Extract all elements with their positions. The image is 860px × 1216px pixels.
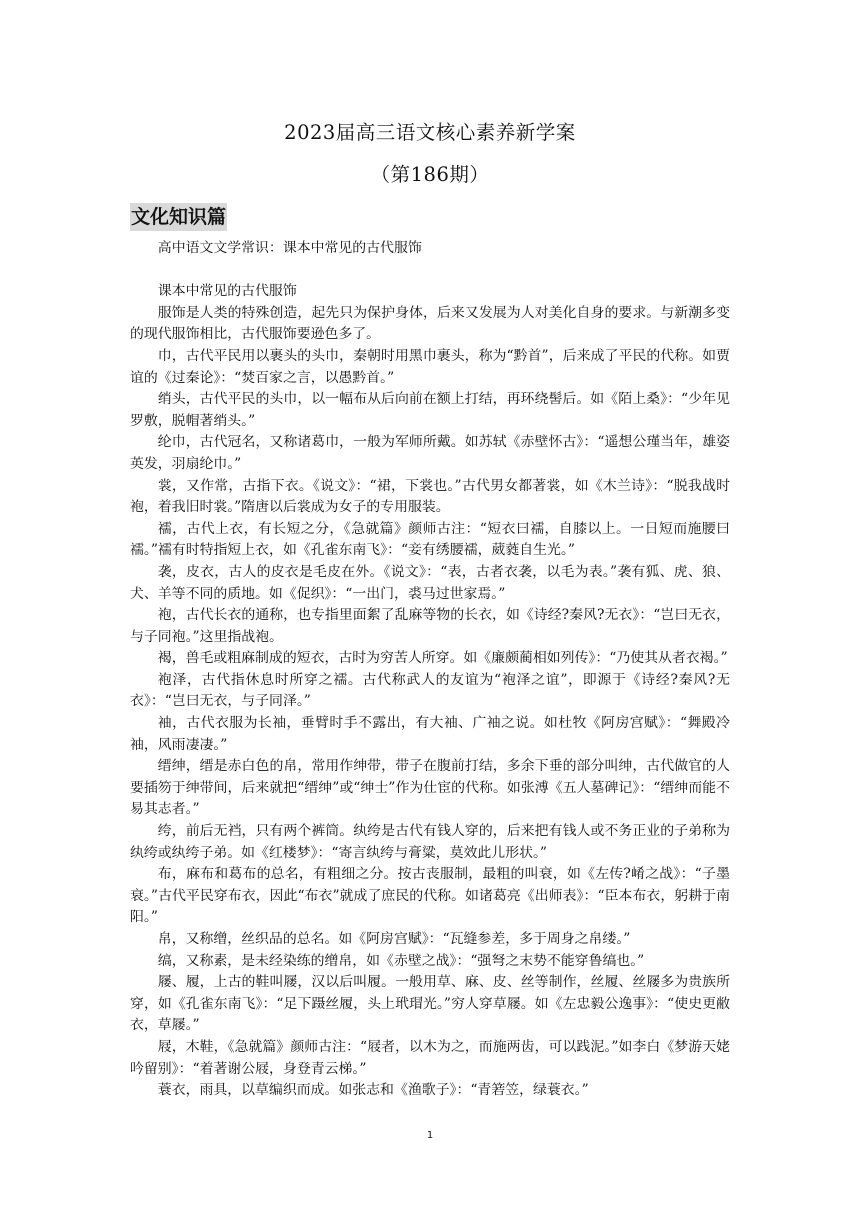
paragraph: 屐，木鞋，《急就篇》颜师古注：“屐者，以木为之，而施两齿，可以践泥。”如李白《梦游天姥吟留别》：“着著谢公屐，身登青云梯。” [130, 1038, 730, 1077]
paragraph: 绔，前后无裆，只有两个裤筒。纨绔是古代有钱人穿的，后来把有钱人或不务正业的子弟称为纨绔或纨绔子弟。如《红楼梦》：“寄言纨绔与膏粱，莫效此儿形状。” [130, 823, 730, 861]
paragraph: 布，麻布和葛布的总名，有粗细之分。按古丧服制，最粗的叫衰，如《左传?崤之战》：“子墨衰。”古代平民穿布衣，因此“布衣”就成了庶民的代称。如诸葛亮《出师表》：“臣本布衣，躬耕于南阳。” [130, 866, 730, 926]
paragraph: 缟，又称素，是未经染练的缯帛，如《赤壁之战》：“强弩之末势不能穿鲁缟也。” [157, 952, 645, 969]
paragraph: 屦、履，上古的鞋叫屦，汉以后叫履。一般用草、麻、皮、丝等制作，丝履、丝屦多为贵族所穿，如《孔雀东南飞》：“足下蹑丝履，头上玳瑁光。”穷人穿草屦。如《左忠毅公逸事》：“使史更敝衣，草屦。” [130, 974, 730, 1034]
paragraph: 襦，古代上衣，有长短之分，《急就篇》颜师古注：“短衣曰襦，自膝以上。一日短而施腰曰襦。”襦有时特指短上衣，如《孔雀东南飞》：“妾有绣腰襦，葳蕤自生光。” [130, 520, 730, 559]
paragraph: 袭，皮衣，古人的皮衣是毛皮在外。《说文》：“表，古者衣袭，以毛为表。”袭有狐、虎、狼、犬、羊等不同的质地。如《促织》：“一出门，裘马过世家焉。” [130, 563, 730, 602]
paragraph: 袍泽，古代指休息时所穿之襦。古代称武人的友谊为“袍泽之谊”，即源于《诗经?秦风?无衣》：“岂曰无衣，与子同泽。” [130, 671, 730, 710]
paragraph: 巾，古代平民用以裹头的头巾，秦朝时用黑巾裹头，称为“黔首”，后来成了平民的代称。如贾谊的《过秦论》：“焚百家之言，以愚黔首。” [130, 347, 730, 386]
subtitle: 高中语文文学常识：课本中常见的古代服饰 [157, 240, 422, 256]
paragraph: 服饰是人类的特殊创造，起先只为保护身体，后来又发展为人对美化自身的要求。与新潮多变的现代服饰相比，古代服饰要逊色多了。 [130, 304, 730, 343]
section-heading: 文化知识篇 [130, 203, 227, 231]
paragraph: 裳，又作常，古指下衣。《说文》：“裙，下裳也。”古代男女都著裳，如《木兰诗》：“脱我战时袍，着我旧时裳。”隋唐以后裳成为女子的专用服装。 [130, 477, 730, 516]
blank-line [130, 260, 730, 282]
intro-heading: 课本中常见的古代服饰 [157, 283, 297, 300]
paragraph: 蓑衣，雨具，以草编织而成。如张志和《渔歌子》：“青箬笠，绿蓑衣。” [157, 1082, 589, 1099]
document-body [130, 238, 730, 1102]
paragraph: 纶巾，古代冠名，又称诸葛巾，一般为军师所戴。如苏轼《赤壁怀古》：“遥想公瑾当年，雄姿英发，羽扇纶巾。” [130, 434, 730, 472]
document-title: 2023届高三语文核心素养新学案 [284, 121, 576, 144]
paragraph: 绡头，古代平民的头巾，以一幅布从后向前在额上打结，再环绕髻后。如《陌上桑》：“少年见罗敷，脱帽著绡头。” [130, 391, 730, 429]
paragraph: 缙绅，缙是赤白色的帛，常用作绅带，带子在腹前打结，多余下垂的部分叫绅，古代做官的人要插笏于绅带间，后来就把“缙绅”或“绅士”作为仕宦的代称。如张溥《五人墓碑记》：“缙绅而能不易其志者。” [130, 758, 730, 818]
paragraph: 褐，兽毛或粗麻制成的短衣，古时为穷苦人所穿。如《廉颇蔺相如列传》：“乃使其从者衣褐。” [157, 650, 728, 667]
paragraph: 袖，古代衣服为长袖，垂臂时手不露出，有大袖、广袖之说。如杜牧《阿房宫赋》：“舞殿冷袖，风雨凄凄。” [130, 715, 730, 753]
paragraph: 袍，古代长衣的通称，也专指里面絮了乱麻等物的长衣，如《诗经?秦风?无衣》：“岂曰无衣，与子同袍。”这里指战袍。 [130, 607, 730, 645]
paragraph: 帛，又称缯，丝织品的总名。如《阿房宫赋》：“瓦缝参差，多于周身之帛缕。” [157, 931, 631, 947]
document-issue: （第186期） [370, 163, 490, 186]
page-number: 1 [426, 1130, 434, 1141]
